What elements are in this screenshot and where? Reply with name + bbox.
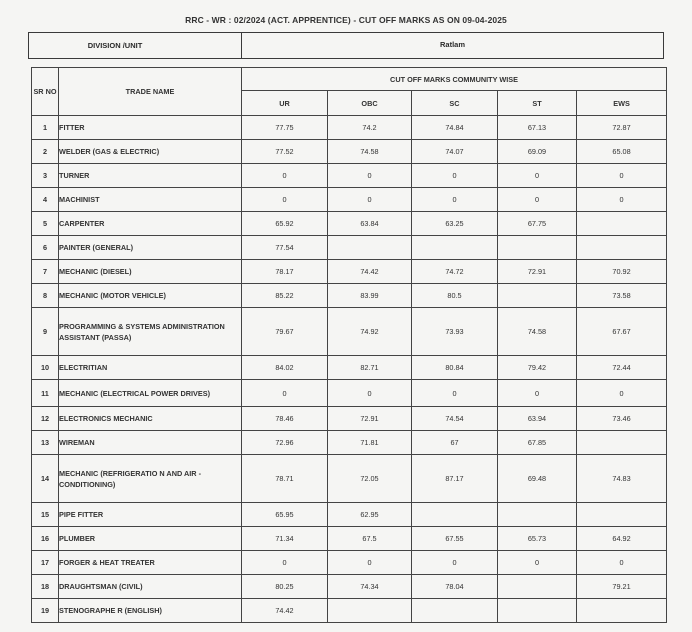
- cutoff-cell-st: [498, 599, 577, 623]
- cutoff-cell-ur: 77.75: [242, 116, 328, 140]
- trade-name-cell: MECHANIC (DIESEL): [59, 260, 242, 284]
- sr-no-cell: 17: [32, 551, 59, 575]
- cutoff-cell-ur: 0: [242, 551, 328, 575]
- table-row: [32, 407, 667, 431]
- trade-name-cell: PIPE FITTER: [59, 503, 242, 527]
- header-category-sc: SC: [412, 91, 498, 116]
- cutoff-cell-sc: 63.25: [412, 212, 498, 236]
- trade-name-cell: DRAUGHTSMAN (CIVIL): [59, 575, 242, 599]
- cutoff-cell-ews: 73.46: [577, 407, 667, 431]
- table-row: [32, 527, 667, 551]
- cutoff-cell-ur: 78.17: [242, 260, 328, 284]
- cutoff-cell-obc: 62.95: [328, 503, 412, 527]
- cutoff-cell-st: 69.48: [498, 455, 577, 503]
- cutoff-cell-ur: 78.71: [242, 455, 328, 503]
- cutoff-cell-st: 63.94: [498, 407, 577, 431]
- cutoff-cell-ews: [577, 431, 667, 455]
- cutoff-cell-ur: 0: [242, 164, 328, 188]
- cutoff-cell-st: 72.91: [498, 260, 577, 284]
- table-row: [32, 236, 667, 260]
- trade-name-cell: PAINTER (GENERAL): [59, 236, 242, 260]
- document-title: RRC - WR : 02/2024 (ACT. APPRENTICE) - CUT OFF MARKS AS ON 09-04-2025: [185, 15, 507, 25]
- trade-name-cell: WELDER (GAS & ELECTRIC): [59, 140, 242, 164]
- table-row: [32, 380, 667, 407]
- cutoff-cell-ews: [577, 212, 667, 236]
- cutoff-cell-sc: 74.54: [412, 407, 498, 431]
- cutoff-cell-ews: 79.21: [577, 575, 667, 599]
- cutoff-cell-sc: 0: [412, 380, 498, 407]
- cutoff-cell-sc: 87.17: [412, 455, 498, 503]
- table-row: [32, 212, 667, 236]
- cutoff-cell-sc: 74.84: [412, 116, 498, 140]
- trade-name-cell: WIREMAN: [59, 431, 242, 455]
- sr-no-cell: 3: [32, 164, 59, 188]
- table-row: [32, 188, 667, 212]
- trade-name-cell: MACHINIST: [59, 188, 242, 212]
- sr-no-cell: 8: [32, 284, 59, 308]
- cutoff-cell-ews: 73.58: [577, 284, 667, 308]
- cutoff-cell-sc: 78.04: [412, 575, 498, 599]
- division-label: DIVISION /UNIT: [29, 33, 242, 58]
- cutoff-cell-ews: 70.92: [577, 260, 667, 284]
- cutoff-cell-st: 0: [498, 164, 577, 188]
- cutoff-cell-ur: 0: [242, 380, 328, 407]
- cutoff-cell-st: 65.73: [498, 527, 577, 551]
- sr-no-cell: 4: [32, 188, 59, 212]
- cutoff-cell-ur: 71.34: [242, 527, 328, 551]
- table-row: [32, 284, 667, 308]
- table-row: [32, 575, 667, 599]
- cutoff-cell-st: [498, 236, 577, 260]
- cutoff-cell-st: 0: [498, 380, 577, 407]
- sr-no-cell: 10: [32, 356, 59, 380]
- cutoff-cell-obc: 71.81: [328, 431, 412, 455]
- sr-no-cell: 6: [32, 236, 59, 260]
- trade-name-cell: TURNER: [59, 164, 242, 188]
- sr-no-cell: 7: [32, 260, 59, 284]
- cutoff-cell-sc: 67: [412, 431, 498, 455]
- cutoff-cell-ews: 72.87: [577, 116, 667, 140]
- cutoff-cell-st: 79.42: [498, 356, 577, 380]
- cutoff-cell-sc: 0: [412, 551, 498, 575]
- trade-name-cell: PROGRAMMING & SYSTEMS ADMINISTRATION ASSISTANT (PASSA): [59, 308, 242, 356]
- cutoff-cell-ews: [577, 503, 667, 527]
- cutoff-cell-ews: 72.44: [577, 356, 667, 380]
- cutoff-cell-ur: 65.95: [242, 503, 328, 527]
- header-trade-name: TRADE NAME: [59, 68, 242, 116]
- trade-name-cell: FITTER: [59, 116, 242, 140]
- sr-no-cell: 15: [32, 503, 59, 527]
- table-row: [32, 455, 667, 503]
- cutoff-cell-obc: 0: [328, 551, 412, 575]
- sr-no-cell: 14: [32, 455, 59, 503]
- cutoff-cell-sc: 74.07: [412, 140, 498, 164]
- table-row: [32, 116, 667, 140]
- cutoff-cell-ur: 74.42: [242, 599, 328, 623]
- trade-name-cell: STENOGRAPHE R (ENGLISH): [59, 599, 242, 623]
- table-row: [32, 503, 667, 527]
- cutoff-cell-ews: 0: [577, 551, 667, 575]
- cutoff-cell-sc: [412, 236, 498, 260]
- cutoff-cell-obc: 74.58: [328, 140, 412, 164]
- cutoff-cell-obc: 63.84: [328, 212, 412, 236]
- cutoff-cell-st: 69.09: [498, 140, 577, 164]
- cutoff-cell-st: [498, 575, 577, 599]
- cutoff-cell-sc: 67.55: [412, 527, 498, 551]
- header-cutoff-group: CUT OFF MARKS COMMUNITY WISE: [242, 68, 667, 91]
- cutoff-cell-obc: [328, 599, 412, 623]
- sr-no-cell: 9: [32, 308, 59, 356]
- trade-name-cell: MECHANIC (ELECTRICAL POWER DRIVES): [59, 380, 242, 407]
- cutoff-cell-ews: [577, 599, 667, 623]
- sr-no-cell: 19: [32, 599, 59, 623]
- cutoff-cell-ur: 78.46: [242, 407, 328, 431]
- cutoff-cell-ur: 77.52: [242, 140, 328, 164]
- sr-no-cell: 13: [32, 431, 59, 455]
- sr-no-cell: 2: [32, 140, 59, 164]
- table-row: [32, 164, 667, 188]
- sr-no-cell: 16: [32, 527, 59, 551]
- cutoff-cell-ur: 85.22: [242, 284, 328, 308]
- cutoff-cell-sc: 73.93: [412, 308, 498, 356]
- cutoff-cell-ews: 0: [577, 188, 667, 212]
- cutoff-cell-obc: 0: [328, 188, 412, 212]
- trade-name-cell: MECHANIC (MOTOR VEHICLE): [59, 284, 242, 308]
- cutoff-cell-obc: 67.5: [328, 527, 412, 551]
- header-category-ur: UR: [242, 91, 328, 116]
- cutoff-cell-obc: 0: [328, 164, 412, 188]
- cutoff-cell-sc: 80.5: [412, 284, 498, 308]
- cutoff-cell-st: 74.58: [498, 308, 577, 356]
- trade-name-cell: CARPENTER: [59, 212, 242, 236]
- cutoff-cell-ews: 74.83: [577, 455, 667, 503]
- cutoff-cell-sc: 80.84: [412, 356, 498, 380]
- sr-no-cell: 5: [32, 212, 59, 236]
- cutoff-cell-sc: [412, 503, 498, 527]
- cutoff-cell-st: [498, 284, 577, 308]
- cutoff-cell-obc: [328, 236, 412, 260]
- cutoff-cell-ur: 77.54: [242, 236, 328, 260]
- cutoff-cell-obc: 83.99: [328, 284, 412, 308]
- cutoff-cell-ur: 72.96: [242, 431, 328, 455]
- cutoff-cell-ews: 67.67: [577, 308, 667, 356]
- cutoff-cell-st: 67.13: [498, 116, 577, 140]
- cutoff-marks-table: [31, 67, 667, 623]
- cutoff-cell-ur: 84.02: [242, 356, 328, 380]
- cutoff-cell-obc: 82.71: [328, 356, 412, 380]
- cutoff-cell-obc: 72.05: [328, 455, 412, 503]
- sr-no-cell: 12: [32, 407, 59, 431]
- cutoff-cell-ews: 0: [577, 380, 667, 407]
- header-category-st: ST: [498, 91, 577, 116]
- cutoff-cell-obc: 74.42: [328, 260, 412, 284]
- cutoff-cell-obc: 74.2: [328, 116, 412, 140]
- cutoff-cell-st: [498, 503, 577, 527]
- cutoff-cell-sc: 0: [412, 164, 498, 188]
- table-row: [32, 599, 667, 623]
- cutoff-cell-sc: 0: [412, 188, 498, 212]
- cutoff-cell-ur: 80.25: [242, 575, 328, 599]
- cutoff-cell-obc: 74.34: [328, 575, 412, 599]
- trade-name-cell: FORGER & HEAT TREATER: [59, 551, 242, 575]
- table-row: [32, 260, 667, 284]
- cutoff-cell-ews: [577, 236, 667, 260]
- cutoff-cell-ews: 0: [577, 164, 667, 188]
- division-value: Ratlam: [439, 40, 465, 49]
- header-category-ews: EWS: [577, 91, 667, 116]
- sr-no-cell: 1: [32, 116, 59, 140]
- cutoff-cell-st: 67.75: [498, 212, 577, 236]
- trade-name-cell: MECHANIC (REFRIGERATIO N AND AIR - CONDITIONING): [59, 455, 242, 503]
- sr-no-cell: 11: [32, 380, 59, 407]
- header-category-obc: OBC: [328, 91, 412, 116]
- table-row: [32, 551, 667, 575]
- cutoff-cell-obc: 72.91: [328, 407, 412, 431]
- cutoff-cell-ur: 65.92: [242, 212, 328, 236]
- cutoff-cell-sc: [412, 599, 498, 623]
- table-row: [32, 356, 667, 380]
- cutoff-cell-ews: 64.92: [577, 527, 667, 551]
- trade-name-cell: ELECTRONICS MECHANIC: [59, 407, 242, 431]
- cutoff-cell-ur: 0: [242, 188, 328, 212]
- cutoff-cell-ur: 79.67: [242, 308, 328, 356]
- cutoff-cell-obc: 0: [328, 380, 412, 407]
- table-row: [32, 308, 667, 356]
- table-row: [32, 140, 667, 164]
- trade-name-cell: PLUMBER: [59, 527, 242, 551]
- table-row: [32, 431, 667, 455]
- cutoff-cell-ews: 65.08: [577, 140, 667, 164]
- cutoff-cell-st: 0: [498, 551, 577, 575]
- cutoff-cell-sc: 74.72: [412, 260, 498, 284]
- cutoff-cell-obc: 74.92: [328, 308, 412, 356]
- cutoff-cell-st: 0: [498, 188, 577, 212]
- division-unit-row: [28, 32, 664, 59]
- cutoff-cell-st: 67.85: [498, 431, 577, 455]
- trade-name-cell: ELECTRITIAN: [59, 356, 242, 380]
- header-sr-no: SR NO: [32, 68, 59, 116]
- sr-no-cell: 18: [32, 575, 59, 599]
